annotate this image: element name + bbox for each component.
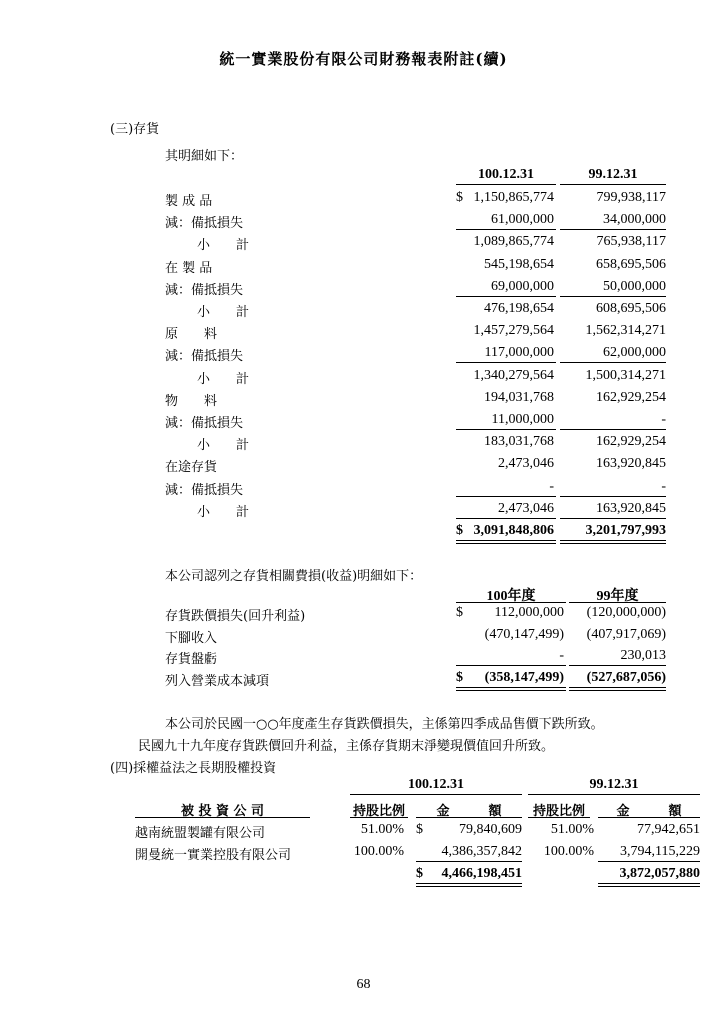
col-group-2010: 99.12.31: [589, 777, 639, 792]
inventory-intro: 其明細如下：: [165, 149, 244, 164]
value-2011: 1,089,865,774: [473, 234, 554, 249]
total-rule: [560, 518, 666, 519]
ratio-2011: 51.00%: [360, 822, 404, 837]
row-label: 小 計: [197, 438, 250, 453]
subheader-amount-2010: 金 額: [616, 804, 682, 819]
col-header-year-100: 100年度: [486, 589, 536, 604]
value-2010: -: [661, 479, 666, 494]
value-2010: 50,000,000: [603, 279, 666, 294]
row-label: 物 料: [165, 394, 218, 409]
page-number: 68: [356, 977, 371, 992]
value-2010: 765,938,117: [596, 234, 666, 249]
double-rule: [456, 540, 556, 544]
value-2011: 69,000,000: [491, 279, 554, 294]
subtotal-rule: [598, 861, 700, 862]
row-label: 小 計: [197, 505, 250, 520]
amount-2010: 77,942,651: [637, 822, 700, 837]
value-2011: 2,473,046: [498, 501, 554, 516]
total-rule: [456, 518, 556, 519]
total-amount-2010: 3,872,057,880: [619, 866, 700, 881]
subtotal-rule: [569, 665, 666, 666]
section-heading-equity-investment: (四)採權益法之長期股權投資: [110, 761, 277, 776]
value-year-99: 230,013: [620, 648, 666, 663]
subtotal-rule: [456, 296, 556, 297]
subtotal-rule: [456, 362, 556, 363]
amount-2011: 4,386,357,842: [441, 844, 522, 859]
row-label: 小 計: [197, 238, 250, 253]
header-underline: [456, 184, 556, 185]
row-label: 製 成 品: [165, 194, 213, 209]
subtotal-rule: [456, 229, 556, 230]
row-label: 存貨跌價損失(回升利益): [165, 609, 306, 624]
row-label: 列入營業成本減項: [165, 674, 270, 689]
ratio-2011: 100.00%: [353, 844, 404, 859]
row-label: 存貨盤虧: [165, 652, 218, 667]
dollar-sign: $: [416, 822, 423, 837]
col-group-2011: 100.12.31: [408, 777, 464, 792]
section-heading-inventory: (三)存貨: [110, 122, 160, 137]
value-2010: 799,938,117: [596, 190, 666, 205]
note-paragraph-2: 民國九十九年度存貨跌價回升利益，主係存貨期末淨變現價值回升所致。: [138, 739, 555, 754]
subheader-underline: [416, 817, 522, 818]
row-label: 減：備抵損失: [165, 349, 244, 364]
value-year-99: (120,000,000): [586, 605, 666, 620]
company-name: 開曼統一實業控股有限公司: [135, 848, 292, 863]
total-amount-2011: 4,466,198,451: [441, 866, 522, 881]
double-rule: [416, 883, 522, 887]
row-label: 原 料: [165, 327, 218, 342]
value-2010: 163,920,845: [596, 501, 666, 516]
value-2010: 62,000,000: [603, 345, 666, 360]
value-year-100: 112,000,000: [494, 605, 564, 620]
row-label: 小 計: [197, 305, 250, 320]
value-2010: 163,920,845: [596, 456, 666, 471]
row-label: 減：備抵損失: [165, 283, 244, 298]
double-rule: [598, 883, 700, 887]
value-2011: 1,150,865,774: [473, 190, 554, 205]
col-header-year-99: 99年度: [596, 589, 639, 604]
subheader-ratio-2010: 持股比例: [532, 804, 585, 819]
value-year-100: (358,147,499): [484, 670, 564, 685]
dollar-sign: $: [456, 605, 463, 620]
value-2010: 608,695,506: [596, 301, 666, 316]
group-underline: [350, 794, 522, 795]
value-2010: 162,929,254: [596, 390, 666, 405]
subtotal-rule: [456, 429, 556, 430]
value-2010: 162,929,254: [596, 434, 666, 449]
double-rule: [560, 540, 666, 544]
value-2011: 183,031,768: [484, 434, 554, 449]
row-label: 減：備抵損失: [165, 216, 244, 231]
amount-2010: 3,794,115,229: [620, 844, 700, 859]
subtotal-rule: [560, 296, 666, 297]
value-2010: 1,562,314,271: [585, 323, 666, 338]
value-year-99: (527,687,056): [586, 670, 666, 685]
amount-2011: 79,840,609: [459, 822, 522, 837]
value-year-100: (470,147,499): [484, 627, 564, 642]
row-label: 在途存貨: [165, 460, 218, 475]
value-year-99: (407,917,069): [586, 627, 666, 642]
subtotal-rule: [456, 496, 556, 497]
value-2011: 1,340,279,564: [473, 368, 554, 383]
loss-intro: 本公司認列之存貨相關費損(收益)明細如下：: [165, 569, 423, 584]
row-label: 在 製 品: [165, 261, 213, 276]
group-underline: [528, 794, 700, 795]
header-underline: [456, 602, 566, 603]
value-2011: 11,000,000: [491, 412, 554, 427]
double-rule: [456, 687, 566, 691]
subtotal-rule: [560, 496, 666, 497]
value-2010: -: [661, 412, 666, 427]
subtotal-rule: [560, 229, 666, 230]
value-2010: 34,000,000: [603, 212, 666, 227]
row-label: 減：備抵損失: [165, 416, 244, 431]
subtotal-rule: [456, 665, 566, 666]
total-2010: 3,201,797,993: [585, 523, 666, 538]
note-paragraph-1: 本公司於民國一○○年度產生存貨跌價損失，主係第四季成品售價下跌所致。: [165, 717, 604, 732]
value-2011: 545,198,654: [484, 257, 554, 272]
double-rule: [569, 687, 666, 691]
value-2011: -: [549, 479, 554, 494]
total-2011: 3,091,848,806: [473, 523, 554, 538]
company-name: 越南統盟製罐有限公司: [135, 826, 266, 841]
value-2011: 61,000,000: [491, 212, 554, 227]
subtotal-rule: [560, 362, 666, 363]
value-year-100: -: [559, 648, 564, 663]
total-dollar-sign: $: [416, 866, 423, 881]
ratio-2010: 51.00%: [550, 822, 594, 837]
subheader-underline: [135, 817, 310, 818]
header-underline: [569, 602, 666, 603]
dollar-sign: $: [456, 670, 463, 685]
row-label: 下腳收入: [165, 631, 218, 646]
header-underline: [560, 184, 666, 185]
row-label: 減：備抵損失: [165, 483, 244, 498]
value-2011: 476,198,654: [484, 301, 554, 316]
subtotal-rule: [560, 429, 666, 430]
subheader-ratio-2011: 持股比例: [352, 804, 405, 819]
subheader-underline: [528, 817, 590, 818]
subheader-company: 被 投 資 公 司: [180, 804, 265, 819]
dollar-sign: $: [456, 190, 463, 205]
col-header-2011: 100.12.31: [478, 167, 534, 182]
value-2010: 658,695,506: [596, 257, 666, 272]
total-dollar-sign: $: [456, 523, 463, 538]
subheader-underline: [598, 817, 700, 818]
col-header-2010: 99.12.31: [588, 167, 638, 182]
value-2011: 117,000,000: [484, 345, 554, 360]
ratio-2010: 100.00%: [543, 844, 594, 859]
row-label: 小 計: [197, 372, 250, 387]
value-2010: 1,500,314,271: [585, 368, 666, 383]
subheader-underline: [350, 817, 408, 818]
subtotal-rule: [416, 861, 522, 862]
subheader-amount-2011: 金 額: [436, 804, 502, 819]
value-2011: 194,031,768: [484, 390, 554, 405]
value-2011: 1,457,279,564: [473, 323, 554, 338]
page-title: 統一實業股份有限公司財務報表附註(續): [219, 50, 508, 68]
value-2011: 2,473,046: [498, 456, 554, 471]
